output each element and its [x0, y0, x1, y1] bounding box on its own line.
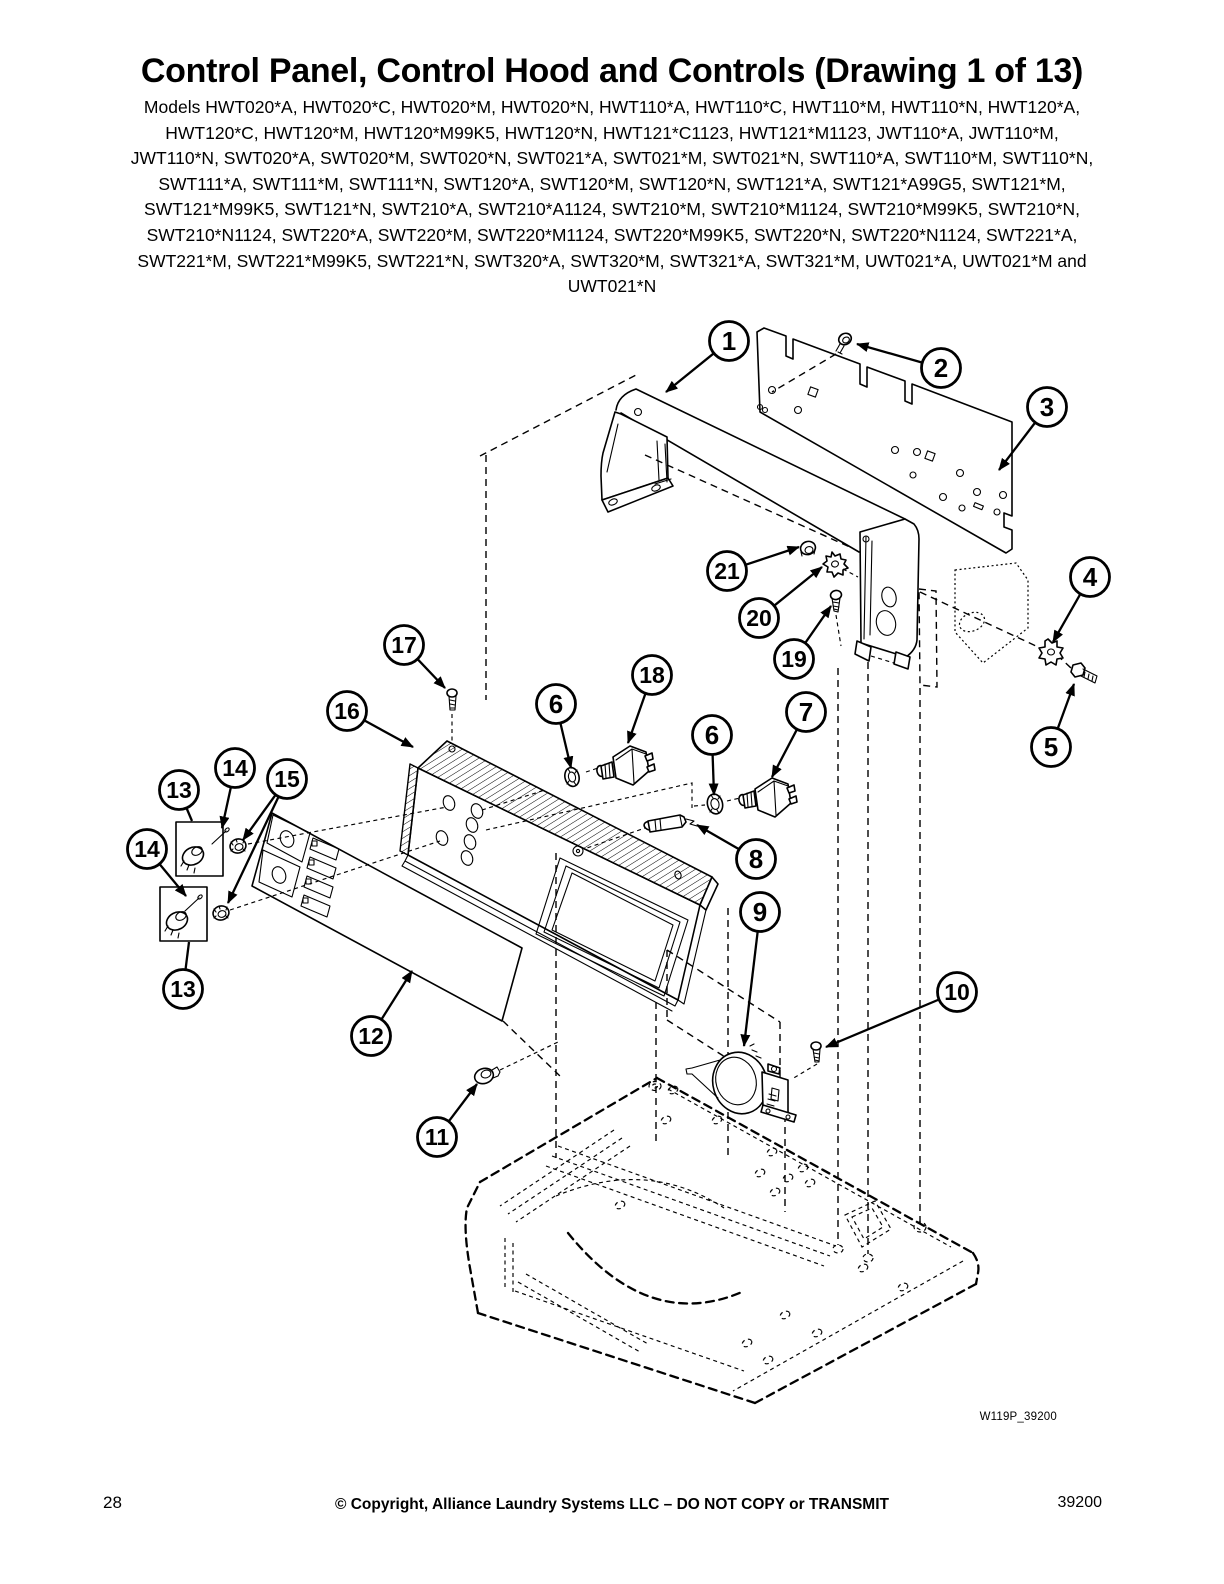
part-star-washer-4: [1039, 639, 1063, 665]
svg-text:4: 4: [1082, 562, 1098, 592]
page-title: Control Panel, Control Hood and Controls (Drawing 1 of 13): [140, 52, 1084, 90]
svg-text:21: 21: [714, 558, 740, 584]
part-screw-10: [792, 1042, 821, 1079]
part-washer-6b: [705, 792, 724, 815]
callout-13: [160, 771, 199, 822]
svg-text:19: 19: [781, 646, 807, 672]
part-switch-7: [738, 778, 797, 817]
svg-text:10: 10: [944, 979, 970, 1005]
svg-text:1: 1: [721, 326, 737, 356]
svg-text:2: 2: [933, 353, 949, 383]
models-line: Models HWT020*A, HWT020*C, HWT020*M, HWT020*N, HWT110*A, HWT110*C, HWT110*M, HWT110*N, HWT120*A,: [143, 97, 1081, 117]
page-number: 28: [103, 1493, 122, 1512]
part-plug-11: [473, 1042, 558, 1086]
part-screw-17: [447, 689, 457, 742]
models-line: SWT111*A, SWT111*M, SWT111*N, SWT120*A, SWT120*M, SWT120*N, SWT121*A, SWT121*A99G5, SWT121*M,: [158, 173, 1066, 194]
part-nut-15a: [228, 837, 247, 855]
callout-9: [741, 893, 780, 1047]
svg-text:8: 8: [748, 844, 764, 874]
svg-text:16: 16: [334, 698, 360, 724]
svg-text:13: 13: [170, 976, 196, 1002]
svg-text:14: 14: [222, 755, 248, 781]
callout-12: [352, 971, 413, 1056]
part-light-8: [643, 815, 697, 832]
part-nut-15b: [211, 904, 230, 922]
drawing-code: W119P_39200: [979, 1411, 1057, 1423]
callout-4: [1053, 558, 1110, 643]
svg-text:18: 18: [639, 662, 665, 688]
callout-8: [697, 825, 776, 879]
svg-text:13: 13: [166, 777, 192, 803]
part-washer-6a: [563, 766, 581, 788]
svg-text:20: 20: [746, 605, 772, 631]
callout-1: [666, 322, 749, 393]
part-knob-box-lower: [160, 887, 207, 941]
svg-text:17: 17: [391, 632, 417, 658]
models-line: UWT021*N: [567, 276, 657, 297]
callout-16: [328, 692, 414, 748]
models-line: SWT121*M99K5, SWT121*N, SWT210*A, SWT210*A1124, SWT210*M, SWT210*M1124, SWT210*M99K5, SWT210*N,: [144, 199, 1080, 220]
svg-text:5: 5: [1043, 732, 1059, 762]
part-star-washer-20: [823, 552, 858, 577]
callout-6: [693, 716, 732, 796]
svg-text:6: 6: [704, 720, 720, 750]
part-screw-19: [830, 590, 842, 646]
callout-7: [772, 693, 826, 778]
part-bolt-5: [1071, 663, 1097, 683]
svg-text:9: 9: [752, 897, 768, 927]
models-line: SWT210*N1124, SWT220*A, SWT220*M, SWT220*M1124, SWT220*M99K5, SWT220*N, SWT220*N1124, SWT221*A,: [146, 224, 1078, 245]
copyright-notice: © Copyright, Alliance Laundry Systems LLC – DO NOT COPY or TRANSMIT: [335, 1496, 889, 1513]
svg-text:14: 14: [134, 836, 160, 862]
document-number: 39200: [1057, 1494, 1102, 1511]
models-line: HWT120*C, HWT120*M, HWT120*M99K5, HWT120*N, HWT121*C1123, HWT121*M1123, JWT110*A, JWT110*M,: [165, 122, 1059, 143]
callout-10: [826, 973, 977, 1048]
callout-18: [628, 656, 672, 744]
callout-21: [708, 547, 800, 591]
callout-19: [775, 606, 832, 679]
part-switch-18: [596, 746, 655, 785]
models-line: SWT221*M, SWT221*M99K5, SWT221*N, SWT320*A, SWT320*M, SWT321*A, SWT321*M, UWT021*A, UWT021*M and: [137, 250, 1087, 271]
callout-17: [385, 626, 446, 689]
svg-text:12: 12: [358, 1023, 384, 1049]
svg-text:15: 15: [274, 766, 300, 792]
callout-11: [418, 1084, 478, 1157]
part-knob-box-upper: [176, 822, 230, 876]
callout-5: [1032, 684, 1075, 767]
part-pressure-switch: [686, 1044, 796, 1122]
callout-14: [216, 749, 255, 829]
callout-13: [164, 942, 203, 1009]
cabinet-top-reference: [466, 1078, 979, 1403]
callout-20: [740, 567, 823, 638]
ghost-side-bracket: [919, 563, 1071, 687]
svg-text:7: 7: [798, 697, 814, 727]
svg-text:6: 6: [548, 689, 564, 719]
models-line: JWT110*N, SWT020*A, SWT020*M, SWT020*N, SWT021*A, SWT021*M, SWT021*N, SWT110*A, SWT110*M, SWT110*N,: [130, 148, 1094, 169]
part-nut-21: [799, 540, 817, 557]
svg-text:11: 11: [424, 1124, 450, 1150]
callout-6: [537, 685, 576, 769]
svg-text:3: 3: [1039, 392, 1055, 422]
